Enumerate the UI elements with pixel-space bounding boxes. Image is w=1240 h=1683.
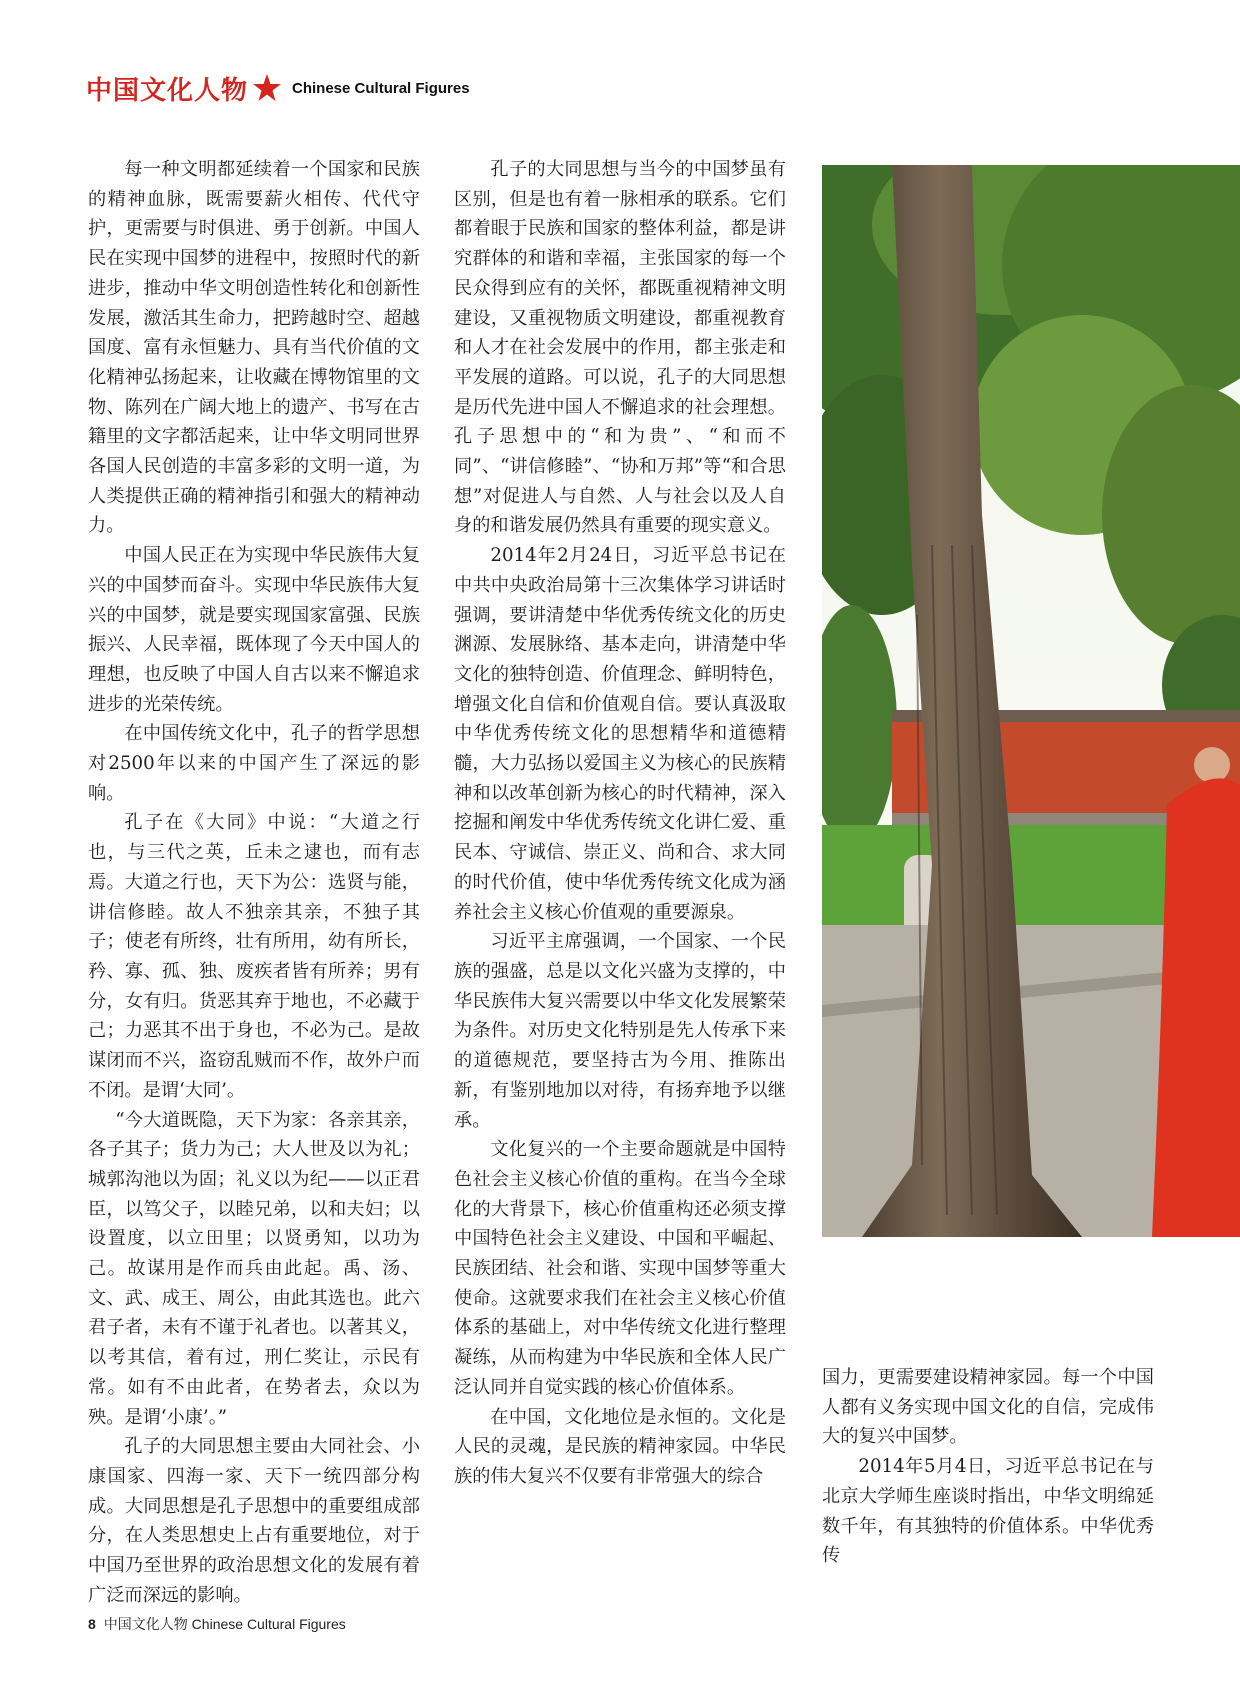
- text-column-3: [822, 1363, 1154, 1571]
- photo-temple-cypress-tree: [822, 165, 1240, 1237]
- magazine-header: [86, 68, 470, 108]
- brand-title-en: Chinese Cultural Figures: [292, 79, 470, 97]
- page-number: 8: [88, 1616, 96, 1632]
- paragraph: 2014年2月24日，习近平总书记在中共中央政治局第十三次集体学习讲话时强调，要讲清楚中华优秀传统文化的历史渊源、发展脉络、基本走向，讲清楚中华文化的独特创造、价值理念、鲜明特色，增强文化自信和价值观自信。要认真汲取中华优秀传统文化的思想精华和道德精髓，大力弘扬以爱国主义为核心的民族精神和以改革创新为核心的时代精神，深入挖掘和阐发中华优秀传统文化讲仁爱、重民本、守诚信、崇正义、尚和合、求大同的时代价值，使中华优秀传统文化成为涵养社会主义核心价值观的重要源泉。: [454, 545, 786, 923]
- paragraph: 2014年5月4日，习近平总书记在与北京大学师生座谈时指出，中华文明绵延数千年，有其独特的价值体系。中华优秀传: [822, 1456, 1154, 1567]
- quote-paragraph: “今大道既隐，天下为家：各亲其亲，各子其子；货力为己；大人世及以为礼；城郭沟池以为固；礼义以为纪——以正君臣，以笃父子，以睦兄弟，以和夫妇；以设置度，以立田里；以贤勇知，以功为己。故谋用是作而兵由此起。禹、汤、文、武、成王、周公，由此其选也。此六君子者，未有不谨于礼者也。以著其义，以考其信，着有过，刑仁奖让，示民有常。如有不由此者，在势者去，众以为殃。是谓‘小康’。”: [88, 1109, 420, 1428]
- text-column-2: [454, 155, 786, 1492]
- paragraph: 国力，更需要建设精神家园。每一个中国人都有义务实现中国文化的自信，完成伟大的复兴中国梦。: [822, 1367, 1154, 1448]
- text-column-1: [88, 155, 420, 1610]
- star-icon: [252, 73, 282, 103]
- paragraph: 习近平主席强调，一个国家、一个民族的强盛，总是以文化兴盛为支撑的，中华民族伟大复兴需要以中华文化发展繁荣为条件。对历史文化特别是先人传承下来的道德规范，要坚持古为今用、推陈出新，有鉴别地加以对待，有扬弃地予以继承。: [454, 931, 786, 1131]
- paragraph: 孔子的大同思想主要由大同社会、小康国家、四海一家、天下一统四部分构成。大同思想是孔子思想中的重要组成部分，在人类思想史上占有重要地位，对于中国乃至世界的政治思想文化的发展有着广泛而深远的影响。: [88, 1436, 420, 1606]
- paragraph: 中国人民正在为实现中华民族伟大复兴的中国梦而奋斗。实现中华民族伟大复兴的中国梦，就是要实现国家富强、民族振兴、人民幸福，既体现了今天中国人的理想，也反映了中国人自古以来不懈追求进步的光荣传统。: [88, 545, 420, 715]
- paragraph: 文化复兴的一个主要命题就是中国特色社会主义核心价值的重构。在当今全球化的大背景下，核心价值重构还必须支撑中国特色社会主义建设、中国和平崛起、民族团结、社会和谐、实现中国梦等重大使命。这就要求我们在社会主义核心价值体系的基础上，对中华传统文化进行整理凝练，从而构建为中华民族和全体人民广泛认同并自觉实践的核心价值体系。: [454, 1139, 786, 1398]
- paragraph: 孔子在《大同》中说：“大道之行也，与三代之英，丘未之逮也，而有志焉。大道之行也，天下为公：选贤与能，讲信修睦。故人不独亲其亲，不独子其子；使老有所终，壮有所用，幼有所长，矜、寡、孤、独、废疾者皆有所养；男有分，女有归。货恶其弃于地也，不必藏于己；力恶其不出于身也，不必为己。是故谋闭而不兴，盗窃乱贼而不作，故外户而不闭。是谓‘大同’。: [88, 812, 420, 1101]
- paragraph: 孔子的大同思想与当今的中国梦虽有区别，但是也有着一脉相承的联系。它们都着眼于民族和国家的整体利益，都是讲究群体的和谐和幸福，主张国家的每一个民众得到应有的关怀，都既重视精神文明建设，又重视物质文明建设，都重视教育和人才在社会发展中的作用，都主张走和平发展的道路。可以说，孔子的大同思想是历代先进中国人不懈追求的社会理想。孔子思想中的“和为贵”、“和而不同”、“讲信修睦”、“协和万邦”等“和合思想”对促进人与自然、人与社会以及人自身的和谐发展仍然具有重要的现实意义。: [454, 159, 786, 537]
- brand-title-cn: 中国文化人物: [86, 75, 249, 106]
- page-footer: [88, 1614, 346, 1634]
- paragraph: 在中国，文化地位是永恒的。文化是人民的灵魂，是民族的精神家园。中华民族的伟大复兴不仅要有非常强大的综合: [454, 1406, 786, 1487]
- paragraph: 每一种文明都延续着一个国家和民族的精神血脉，既需要薪火相传、代代守护，更需要与时俱进、勇于创新。中国人民在实现中国梦的进程中，按照时代的新进步，推动中华文明创造性转化和创新性发展，激活其生命力，把跨越时空、超越国度、富有永恒魅力、具有当代价值的文化精神弘扬起来，让收藏在博物馆里的文物、陈列在广阔大地上的遗产、书写在古籍里的文字都活起来，让中华文明同世界各国人民创造的丰富多彩的文明一道，为人类提供正确的精神指引和强大的精神动力。: [88, 159, 420, 537]
- footer-title: 中国文化人物 Chinese Cultural Figures: [103, 1616, 346, 1632]
- paragraph: 在中国传统文化中，孔子的哲学思想对2500年以来的中国产生了深远的影响。: [88, 723, 420, 804]
